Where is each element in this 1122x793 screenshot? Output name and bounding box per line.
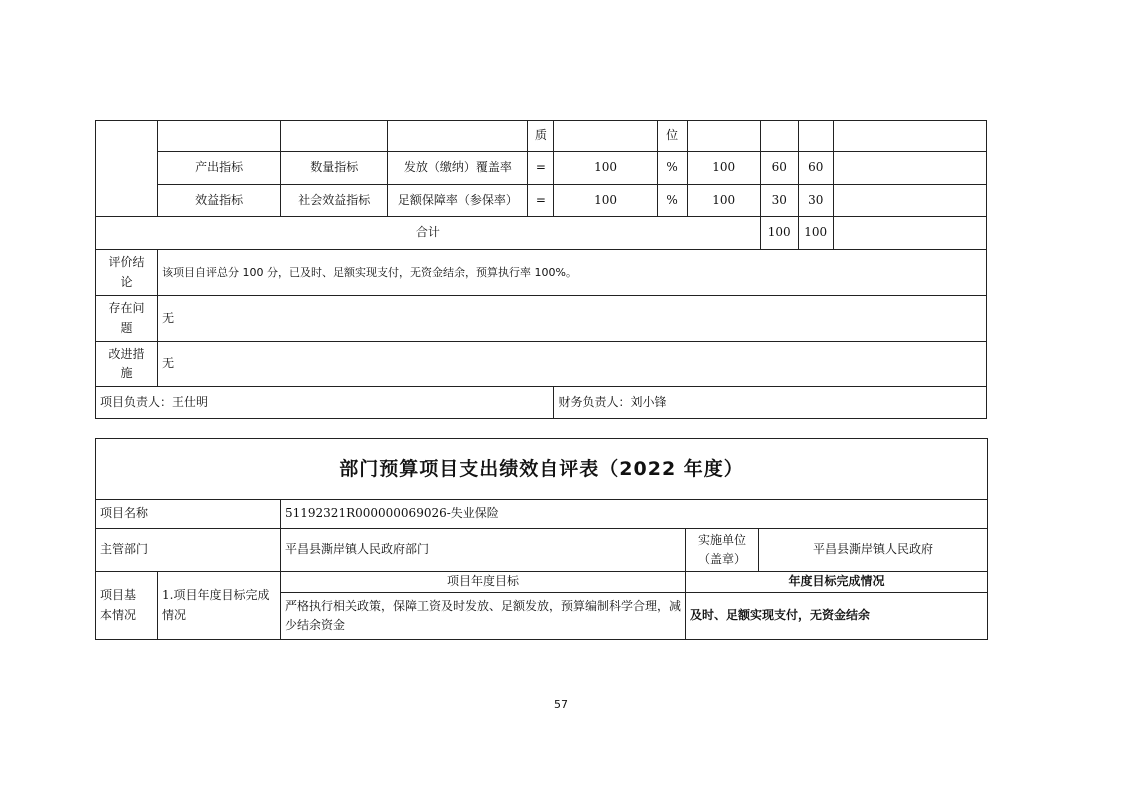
indicator-name: 发放（缴纳）覆盖率 (388, 152, 528, 185)
project-lead: 项目负责人：王仕明 (96, 387, 554, 419)
operator: = (528, 185, 554, 217)
cell-top-c7: 位 (657, 121, 687, 152)
improvements-label: 改进措 施 (96, 342, 158, 387)
weight: 30 (760, 185, 798, 217)
project-name-row (96, 500, 988, 529)
evaluation-table-continued (95, 120, 987, 419)
unit: % (657, 185, 687, 217)
weight: 60 (760, 152, 798, 185)
score: 60 (798, 152, 833, 185)
table-row (96, 185, 987, 217)
target-value: 100 (554, 152, 657, 185)
dept-label: 主管部门 (96, 529, 281, 572)
page-title: 部门预算项目支出绩效自评表（2022 年度） (96, 439, 988, 500)
basic-info-label: 项目基 本情况 (96, 572, 158, 640)
level2-indicator: 数量指标 (281, 152, 388, 185)
total-weight: 100 (760, 217, 798, 250)
problems-label: 存在问 题 (96, 296, 158, 342)
impl-unit-value: 平昌县澌岸镇人民政府 (759, 529, 988, 572)
table-row (96, 121, 987, 152)
operator: = (528, 152, 554, 185)
page-number: 57 (554, 698, 568, 711)
signature-row (96, 387, 987, 419)
conclusion-row (96, 250, 987, 296)
improvements-text: 无 (158, 342, 987, 387)
completion-text: 及时、足额实现支付，无资金结余 (686, 593, 988, 640)
target-value: 100 (554, 185, 657, 217)
annual-goal-header: 项目年度目标 (281, 572, 686, 593)
problems-text: 无 (158, 296, 987, 342)
improvements-row (96, 342, 987, 387)
goal-completion-label: 1.项目年度目标完成 情况 (158, 572, 281, 640)
project-name-value: 51192321R000000069026-失业保险 (281, 500, 988, 529)
actual-value: 100 (687, 152, 760, 185)
total-label: 合计 (96, 217, 761, 250)
conclusion-text: 该项目自评总分 100 分，已及时、足额实现支付，无资金结余，预算执行率 100%。 (158, 250, 987, 296)
conclusion-label: 评价结 论 (96, 250, 158, 296)
unit: % (657, 152, 687, 185)
performance-self-evaluation-table (95, 438, 988, 640)
goal-header-row (96, 572, 988, 593)
total-row (96, 217, 987, 250)
level1-indicator: 效益指标 (158, 185, 281, 217)
score: 30 (798, 185, 833, 217)
impl-unit-label: 实施单位 （盖章） (686, 529, 759, 572)
level1-indicator: 产出指标 (158, 152, 281, 185)
blank-cell (96, 121, 158, 217)
total-score: 100 (798, 217, 833, 250)
cell-top-c4: 质 (528, 121, 554, 152)
dept-value: 平昌县澌岸镇人民政府部门 (281, 529, 686, 572)
level2-indicator: 社会效益指标 (281, 185, 388, 217)
indicator-name: 足额保障率（参保率） (388, 185, 528, 217)
table-row (96, 152, 987, 185)
problems-row (96, 296, 987, 342)
annual-goal-text: 严格执行相关政策，保障工资及时发放、足额发放，预算编制科学合理，减少结余资金 (281, 593, 686, 640)
actual-value: 100 (687, 185, 760, 217)
title-row (96, 439, 988, 500)
finance-lead: 财务负责人：刘小锋 (554, 387, 987, 419)
project-name-label: 项目名称 (96, 500, 281, 529)
department-row (96, 529, 988, 572)
completion-header: 年度目标完成情况 (686, 572, 988, 593)
